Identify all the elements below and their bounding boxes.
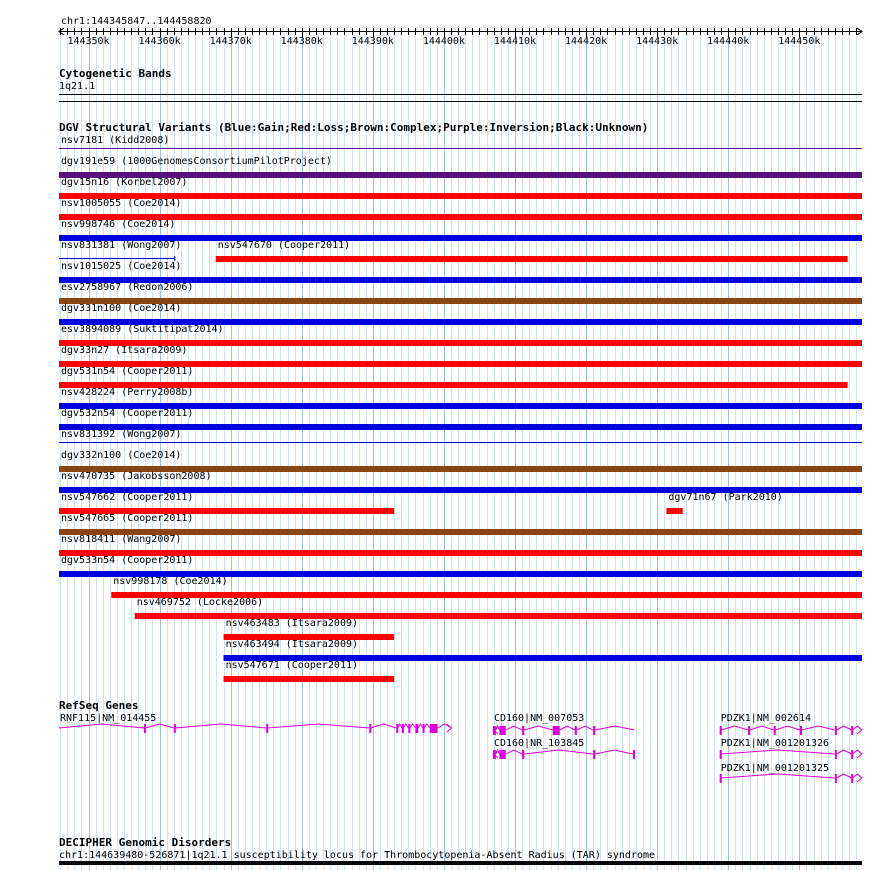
- ruler-tick-label: 144380k: [280, 36, 323, 47]
- dgv-variant[interactable]: [59, 156, 862, 178]
- ruler-track: [59, 16, 862, 47]
- refseq-track: [59, 699, 862, 783]
- dgv-variant[interactable]: [59, 282, 862, 304]
- gene-exon: [835, 774, 837, 783]
- refseq-gene[interactable]: [493, 738, 635, 759]
- dgv-variant-label: dgv531n54 (Cooper2011): [61, 366, 194, 377]
- gene-exon: [851, 774, 853, 783]
- dgv-variant[interactable]: [59, 429, 862, 443]
- dgv-variant[interactable]: [59, 366, 848, 388]
- dgv-variant-label: esv2758967 (Redon2006): [61, 282, 194, 293]
- gene-intron: [496, 750, 633, 754]
- dgv-variant-label: dgv332n100 (Coe2014): [61, 450, 182, 461]
- dgv-variant-bar[interactable]: [216, 256, 848, 262]
- gene-exon: [408, 724, 410, 733]
- dgv-variant-bar[interactable]: [224, 676, 395, 682]
- ruler-tick-label: 144390k: [351, 36, 394, 47]
- dgv-variant[interactable]: [59, 240, 181, 261]
- dgv-variant[interactable]: [59, 135, 862, 149]
- dgv-features: [59, 135, 862, 682]
- dgv-variant-label: dgv532n54 (Cooper2011): [61, 408, 194, 419]
- dgv-variant-bar[interactable]: [59, 442, 862, 443]
- dgv-variant-label: nsv831392 (Wong2007): [61, 429, 182, 440]
- dgv-variant[interactable]: [59, 177, 862, 199]
- dgv-variant-label: nsv428224 (Perry2008b): [61, 387, 194, 398]
- refseq-gene[interactable]: [720, 713, 862, 735]
- gene-exon: [835, 726, 837, 735]
- decipher-feature-label: chr1:144639480-526871|1q21.1 susceptibility locus for Thrombocytopenia-Absent Radius (TAR) syndrome: [59, 850, 656, 861]
- dgv-variant[interactable]: [224, 618, 395, 640]
- gene-exon: [522, 726, 524, 735]
- dgv-variant[interactable]: [111, 576, 862, 598]
- dgv-variant[interactable]: [59, 408, 862, 430]
- dgv-variant[interactable]: [59, 555, 862, 577]
- dgv-variant-label: nsv7181 (Kidd2008): [61, 135, 170, 146]
- gene-label: PDZK1|NM_002614: [720, 713, 812, 724]
- dgv-variant-bar[interactable]: [59, 258, 175, 259]
- dgv-variant-label: nsv1015025 (Coe2014): [61, 261, 182, 272]
- gene-exon: [851, 726, 853, 735]
- dgv-variant-label: nsv547671 (Cooper2011): [225, 660, 359, 671]
- cytoband-track-title: Cytogenetic Bands: [59, 67, 172, 80]
- gene-exon: [174, 724, 176, 733]
- strand-arrow: [857, 750, 862, 758]
- gene-exon: [575, 726, 577, 735]
- dgv-variant-bar[interactable]: [59, 214, 862, 220]
- dgv-variant-label: dgv71n67 (Park2010): [668, 492, 783, 503]
- gene-label: CD160|NM_007053: [493, 713, 585, 724]
- dgv-variant[interactable]: [59, 471, 862, 493]
- gene-exon: [144, 724, 146, 733]
- strand-arrow: [447, 724, 452, 732]
- gene-exon: [720, 774, 722, 783]
- ruler-tick-label: 144430k: [636, 36, 679, 47]
- gene-exon: [774, 726, 776, 735]
- dgv-variant-label: nsv998746 (Coe2014): [61, 219, 176, 230]
- gene-label: PDZK1|NM_001201325: [720, 763, 830, 774]
- dgv-variant[interactable]: [666, 492, 782, 514]
- refseq-gene[interactable]: [493, 713, 634, 735]
- strand-arrow: [857, 774, 862, 782]
- dgv-variant-label: esv3894089 (Suktitipat2014): [61, 324, 224, 335]
- decipher-track-title: DECIPHER Genomic Disorders: [59, 836, 232, 849]
- gene-exon: [553, 726, 560, 735]
- gene-label: RNF115|NM_014455: [60, 713, 157, 724]
- dgv-variant[interactable]: [59, 387, 862, 409]
- dgv-variant-bar[interactable]: [666, 508, 682, 514]
- dgv-track-title: DGV Structural Variants (Blue:Gain;Red:Loss;Brown:Complex;Purple:Inversion;Black:Unknown): [59, 121, 649, 134]
- ruler-tick-label: 144350k: [67, 36, 110, 47]
- gene-exon: [851, 750, 853, 759]
- refseq-features: [59, 713, 862, 783]
- dgv-variant-label: dgv331n100 (Coe2014): [61, 303, 182, 314]
- dgv-variant-label: dgv15n16 (Korbel2007): [61, 177, 188, 188]
- dgv-variant-label: nsv547662 (Cooper2011): [61, 492, 194, 503]
- gene-exon: [415, 724, 418, 733]
- gene-label: CD160|NR_103845: [493, 738, 585, 749]
- dgv-variant-label: nsv998178 (Coe2014): [113, 576, 228, 587]
- gene-exon: [748, 726, 750, 735]
- dgv-variant-label: nsv818411 (Wang2007): [61, 534, 182, 545]
- ruler-tick-label: 144360k: [138, 36, 181, 47]
- ruler-tick-label: 144420k: [564, 36, 608, 47]
- gene-exon: [266, 724, 268, 733]
- ruler-tick-label: 144400k: [422, 36, 465, 47]
- dgv-variant[interactable]: [59, 450, 862, 472]
- gene-exon: [720, 726, 722, 735]
- refseq-gene[interactable]: [720, 738, 862, 759]
- dgv-variant-label: nsv463483 (Itsara2009): [225, 618, 359, 629]
- dgv-variant[interactable]: [59, 345, 862, 367]
- dgv-variant-label: dgv191e59 (1000GenomesConsortiumPilotProject): [61, 156, 332, 167]
- gene-exon: [423, 724, 425, 733]
- gene-exon: [369, 724, 371, 733]
- decipher-track: [59, 836, 862, 865]
- dgv-variant-label: dgv33n27 (Itsara2009): [61, 345, 188, 356]
- dgv-variant[interactable]: [224, 660, 395, 682]
- gene-exon: [499, 750, 505, 759]
- dgv-variant[interactable]: [224, 639, 862, 661]
- gene-label: PDZK1|NM_001201326: [720, 738, 830, 749]
- dgv-track: [59, 121, 862, 682]
- gene-exon: [835, 750, 837, 759]
- dgv-variant[interactable]: [59, 219, 862, 241]
- ruler-tick-label: 144410k: [493, 36, 537, 47]
- dgv-variant[interactable]: [59, 534, 862, 556]
- dgv-variant[interactable]: [59, 303, 862, 325]
- dgv-variant-bar[interactable]: [59, 148, 862, 149]
- dgv-variant[interactable]: [59, 198, 862, 220]
- dgv-variant-label: dgv533n54 (Cooper2011): [61, 555, 194, 566]
- dgv-variant-label: nsv463494 (Itsara2009): [225, 639, 359, 650]
- ruler-tick-label: 144450k: [778, 36, 821, 47]
- ruler-ticks: [59, 28, 862, 47]
- gene-exon: [720, 750, 722, 759]
- gene-exon: [633, 750, 635, 759]
- dgv-variant-label: nsv470735 (Jakobsson2008): [61, 471, 212, 482]
- dgv-variant[interactable]: [59, 492, 394, 514]
- dgv-variant[interactable]: [135, 597, 862, 619]
- ruler-tick-label: 144370k: [209, 36, 252, 47]
- gene-exon: [430, 724, 438, 733]
- coordinate-label: chr1:144345847..144458820: [61, 16, 212, 27]
- gene-exon: [522, 750, 524, 759]
- dgv-variant-label: nsv831381 (Wong2007): [61, 240, 182, 251]
- refseq-gene[interactable]: [720, 763, 862, 783]
- dgv-variant-label: nsv1005055 (Coe2014): [61, 198, 182, 209]
- dgv-variant-label: nsv547665 (Cooper2011): [61, 513, 194, 524]
- cytoband-track: [59, 67, 862, 102]
- gene-exon: [593, 750, 595, 759]
- dgv-variant[interactable]: [59, 261, 862, 283]
- dgv-variant[interactable]: [59, 324, 862, 346]
- dgv-variant-label: nsv547670 (Cooper2011): [217, 240, 351, 251]
- dgv-variant[interactable]: [216, 240, 848, 262]
- strand-arrow: [857, 726, 862, 734]
- gene-exon: [593, 726, 595, 735]
- cytoband-label: 1q21.1: [59, 81, 96, 92]
- refseq-track-title: RefSeq Genes: [59, 699, 139, 712]
- gene-exon: [402, 724, 404, 733]
- decipher-feature-bar[interactable]: [59, 861, 862, 865]
- gene-exon: [800, 726, 802, 735]
- gene-exon: [499, 726, 505, 735]
- dgv-variant[interactable]: [59, 513, 862, 535]
- ruler-tick-label: 144440k: [707, 36, 750, 47]
- dgv-variant-label: nsv469752 (Locke2006): [136, 597, 264, 608]
- gene-exon: [396, 724, 398, 733]
